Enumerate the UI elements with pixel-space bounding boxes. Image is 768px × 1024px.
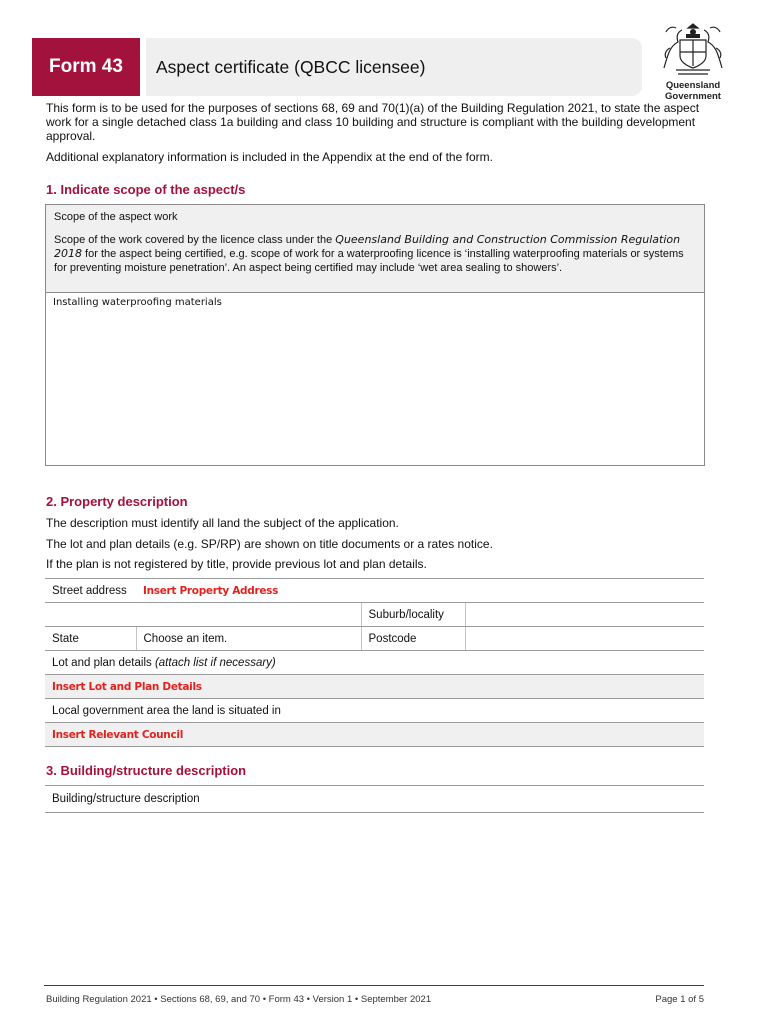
postcode-label: Postcode (361, 627, 465, 651)
property-note-2: The lot and plan details (e.g. SP/RP) are shown on title documents or a rates notice. (46, 537, 493, 551)
suburb-field[interactable] (465, 603, 704, 627)
table-row (45, 627, 704, 651)
street-address-continued-field[interactable] (45, 603, 361, 627)
street-address-field[interactable]: Insert Property Address (136, 579, 704, 603)
section-1-heading: 1. Indicate scope of the aspect/s (46, 182, 246, 197)
property-description-table (45, 578, 704, 747)
table-row (45, 723, 704, 747)
crest-icon (656, 18, 730, 80)
lot-plan-field[interactable]: Insert Lot and Plan Details (45, 675, 704, 699)
state-label: State (45, 627, 136, 651)
logo-text-queensland: Queensland (665, 80, 721, 91)
form-header (32, 38, 642, 96)
table-row (45, 603, 704, 627)
property-note-3: If the plan is not registered by title, provide previous lot and plan details. (46, 557, 427, 571)
building-description-field[interactable] (45, 813, 704, 973)
form-number-badge: Form 43 (32, 38, 140, 96)
street-address-label: Street address (45, 579, 136, 603)
footer-document-info: Building Regulation 2021 • Sections 68, 69, and 70 • Form 43 • Version 1 • September 2021 (46, 994, 432, 1005)
table-row (45, 699, 704, 723)
table-row (45, 579, 704, 603)
footer-divider (44, 985, 704, 986)
form-title: Aspect certificate (QBCC licensee) (146, 38, 642, 96)
lot-plan-label: Lot and plan details (attach list if necessary) (45, 651, 704, 675)
scope-box-header (46, 205, 704, 293)
postcode-field[interactable] (465, 627, 704, 651)
section-3-heading: 3. Building/structure description (46, 763, 247, 778)
logo-text-government: Government (665, 91, 721, 102)
suburb-label: Suburb/locality (361, 603, 465, 627)
scope-of-aspect-box (45, 204, 705, 466)
state-dropdown[interactable]: Choose an item. (136, 627, 361, 651)
table-row (45, 786, 704, 813)
scope-box-description: Scope of the work covered by the licence class under the Queensland Building and Construction Commission Regulation 2018 for the aspect being certified, e.g. scope of work for a waterproofing licence is ‘installing waterproofing materials or systems for preventing moisture penetration’. An aspect being certified may include ‘wet area sealing to showers’. (54, 232, 684, 274)
building-description-table (45, 785, 704, 813)
intro-paragraph: This form is to be used for the purposes of sections 68, 69 and 70(1)(a) of the Building Regulation 2021, to state the aspect work for a single detached class 1a building and class 10 building and structure is compliant with the building development approval. (46, 101, 700, 143)
scope-of-aspect-field[interactable]: Installing waterproofing materials (53, 297, 222, 308)
table-row (45, 651, 704, 675)
queensland-government-logo (656, 18, 730, 102)
section-2-heading: 2. Property description (46, 494, 188, 509)
scope-box-title: Scope of the aspect work (54, 211, 178, 223)
footer-page-number: Page 1 of 5 (655, 994, 704, 1005)
local-government-field[interactable]: Insert Relevant Council (45, 723, 704, 747)
local-government-label: Local government area the land is situated in (45, 699, 704, 723)
appendix-note: Additional explanatory information is included in the Appendix at the end of the form. (46, 150, 493, 164)
property-note-1: The description must identify all land the subject of the application. (46, 516, 399, 530)
table-row (45, 675, 704, 699)
building-description-label: Building/structure description (45, 786, 704, 813)
